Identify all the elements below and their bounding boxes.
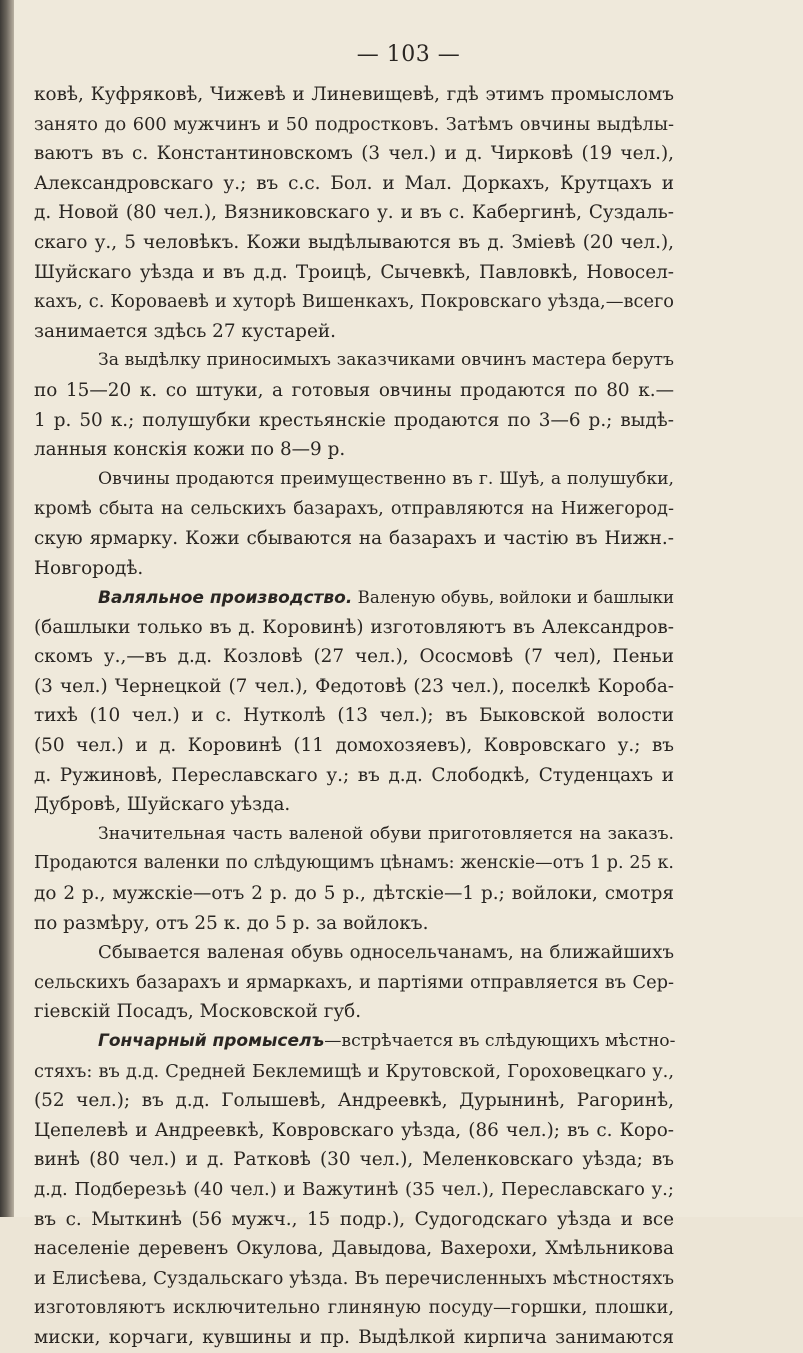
text-line: винѣ (80 чел.) и д. Ратковѣ (30 чел.), Меленковскаго уѣзда; въ xyxy=(34,1149,674,1171)
text-line: гіевскій Посадъ, Московской губ. xyxy=(34,1001,362,1023)
text-line: Цепелевѣ и Андреевкѣ, Ковровскаго уѣзда, (86 чел.); въ с. Коро- xyxy=(34,1119,674,1141)
text-line: въ с. Мыткинѣ (56 мужч., 15 подр.), Судогодскаго уѣзда и все xyxy=(34,1208,674,1230)
text-line: 1 р. 50 к.; полушубки крестьянскіе продаются по 3—6 р.; выдѣ- xyxy=(34,409,674,431)
text-line: ваютъ въ с. Константиновскомъ (3 чел.) и д. Чирковѣ (19 чел.), xyxy=(34,143,674,165)
text-line: Новгородѣ. xyxy=(34,557,144,579)
text-line: стяхъ: въ д.д. Средней Беклемищѣ и Крутовской, Гороховецкаго у., xyxy=(34,1060,674,1082)
text-line: по размѣру, отъ 25 к. до 5 р. за войлокъ. xyxy=(34,912,429,934)
binding-shadow xyxy=(0,0,14,1217)
text-line: населеніе деревенъ Окулова, Давыдова, Вахерохи, Хмѣльникова xyxy=(34,1238,674,1260)
page-number: — 103 — xyxy=(356,42,461,67)
text-line: по 15—20 к. со штуки, а готовыя овчины продаются по 80 к.— xyxy=(34,379,674,401)
text-line: (3 чел.) Чернецкой (7 чел.), Федотовѣ (23 чел.), поселкѣ Короба- xyxy=(34,675,674,697)
text-line-rest: —встрѣчается въ слѣдующихъ мѣстно- xyxy=(324,1031,676,1051)
text-line xyxy=(34,583,674,613)
text-line: Продаются валенки по слѣдующимъ цѣнамъ: женскіе—отъ 1 р. 25 к. xyxy=(34,853,674,874)
text-line: и Елисѣева, Суздальскаго уѣзда. Въ перечисленныхъ мѣстностяхъ xyxy=(34,1267,674,1289)
text-line-rest: Валеную обувь, войлоки и башлыки xyxy=(352,588,675,608)
body-text xyxy=(34,80,674,1353)
text-line: (52 чел.); въ д.д. Голышевѣ, Андреевкѣ, Дурынинѣ, Рагоринѣ, xyxy=(34,1090,674,1112)
text-line: изготовляютъ исключительно глиняную посуду—горшки, плошки, xyxy=(34,1297,674,1319)
text-line: скую ярмарку. Кожи сбываются на базарахъ и частію въ Нижн.- xyxy=(34,527,674,549)
text-line: Сбывается валеная обувь односельчанамъ, на ближайшихъ xyxy=(98,942,674,964)
text-line: Шуйскаго уѣзда и въ д.д. Троицѣ, Сычевкѣ, Павловкѣ, Новосел- xyxy=(34,261,674,283)
text-line: до 2 р., мужскіе—отъ 2 р. до 5 р., дѣтскіе—1 р.; войлоки, смотря xyxy=(34,883,674,905)
text-line: ланныя конскія кожи по 8—9 р. xyxy=(34,439,346,461)
text-line: д.д. Подберезьѣ (40 чел.) и Важутинѣ (35 чел.), Переславскаго у.; xyxy=(34,1178,674,1200)
text-line: миски, корчаги, кувшины и пр. Выдѣлкой кирпича занимаются xyxy=(34,1326,674,1348)
text-line: За выдѣлку приносимыхъ заказчиками овчинъ мастера берутъ xyxy=(98,350,674,371)
section-heading: Гончарный промыселъ xyxy=(98,1031,325,1051)
text-line: скаго у., 5 человѣкъ. Кожи выдѣлываются въ д. Зміевѣ (20 чел.), xyxy=(34,231,674,253)
text-line: д. Ружиновѣ, Переславскаго у.; въ д.д. Слободкѣ, Студенцахъ и xyxy=(34,764,674,786)
text-line: сельскихъ базарахъ и ярмаркахъ, и партіями отправляется въ Сер- xyxy=(34,971,674,993)
text-line: кромѣ сбыта на сельскихъ базарахъ, отправляются на Нижегород- xyxy=(34,498,674,520)
text-line: Овчины продаются преимущественно въ г. Шуѣ, а полушубки, xyxy=(98,468,674,489)
text-line: кахъ, с. Короваевѣ и хуторѣ Вишенкахъ, Покровскаго уѣзда,—всего xyxy=(34,291,674,313)
text-line xyxy=(34,1027,674,1057)
section-heading: Валяльное производство. xyxy=(98,588,353,609)
text-line: занято до 600 мужчинъ и 50 подростковъ. Затѣмъ овчины выдѣлы- xyxy=(34,113,674,135)
text-line: Дубровѣ, Шуйскаго уѣзда. xyxy=(34,794,291,816)
text-line: занимается здѣсь 27 кустарей. xyxy=(34,320,336,342)
text-line: тихѣ (10 чел.) и с. Нутколѣ (13 чел.); въ Быковской волости xyxy=(34,705,674,727)
text-line: (50 чел.) и д. Коровинѣ (11 домохозяевъ), Ковровскаго у.; въ xyxy=(34,735,674,757)
text-line: скомъ у.,—въ д.д. Козловѣ (27 чел.), Ососмовѣ (7 чел), Пеньи xyxy=(34,646,674,668)
text-line: Значительная часть валеной обуви приготовляется на заказъ. xyxy=(98,823,674,844)
text-line: ковѣ, Куфряковѣ, Чижевѣ и Линевищевѣ, гдѣ этимъ промысломъ xyxy=(34,84,674,105)
text-line: д. Новой (80 чел.), Вязниковскаго у. и въ с. Кабергинѣ, Суздаль- xyxy=(34,202,674,224)
text-line: (башлыки только въ д. Коровинѣ) изготовляютъ въ Александров- xyxy=(34,616,674,638)
text-line: Александровскаго у.; въ с.с. Бол. и Мал. Доркахъ, Крутцахъ и xyxy=(34,172,674,194)
book-page xyxy=(14,0,803,1348)
